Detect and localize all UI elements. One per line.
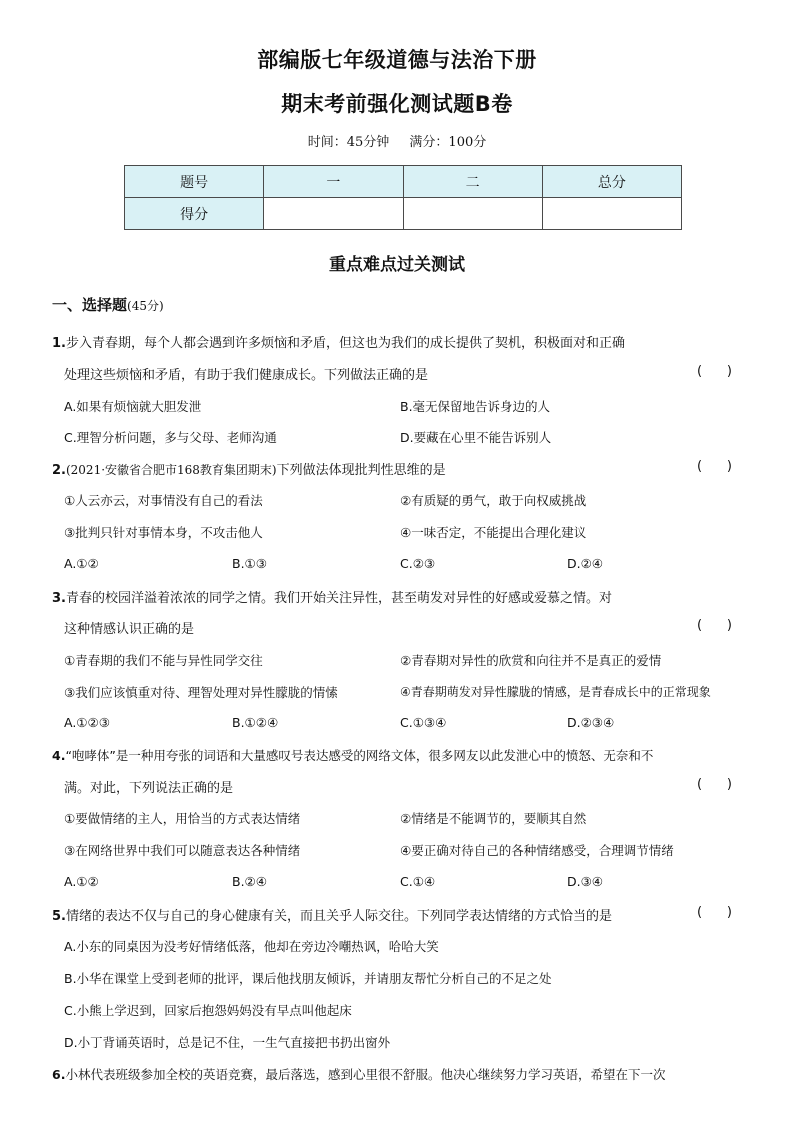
question-5-line-1 bbox=[52, 905, 612, 924]
question-text: “咆哮体”是一种用夸张的词语和大量感叹号表达感受的网络文体，很多网友以此发泄心中的愤怒、无奈和不 bbox=[65, 748, 654, 763]
question-1-option-b[interactable]: B.毫无保留地告诉身边的人 bbox=[400, 399, 551, 414]
question-1-option-d[interactable]: D.要藏在心里不能告诉别人 bbox=[400, 430, 552, 445]
question-2-option-d[interactable]: D.②④ bbox=[567, 556, 604, 571]
question-4-line-2: 满。对此，下列说法正确的是 bbox=[64, 781, 234, 796]
answer-paren-3[interactable]: ( ) bbox=[697, 618, 732, 633]
exam-meta bbox=[0, 131, 794, 150]
score-header-cell: 题号 bbox=[125, 166, 264, 198]
time-label: 时间：45分钟 bbox=[307, 135, 390, 150]
question-5-option-c[interactable]: C.小熊上学迟到，回家后抱怨妈妈没有早点叫他起床 bbox=[64, 1003, 352, 1018]
question-3-statement: ④青春期萌发对异性朦胧的情感，是青春成长中的正常现象 bbox=[400, 685, 711, 699]
question-5-option-a[interactable]: A.小东的同桌因为没考好情绪低落，他却在旁边冷嘲热讽，哈哈大笑 bbox=[64, 939, 439, 954]
question-1-option-a[interactable]: A.如果有烦恼就大胆发泄 bbox=[64, 399, 202, 414]
score-cell-part1[interactable] bbox=[264, 198, 403, 230]
question-5-option-b[interactable]: B.小华在课堂上受到老师的批评，课后他找朋友倾诉，并请朋友帮忙分析自己的不足之处 bbox=[64, 971, 552, 986]
question-number: 1. bbox=[52, 336, 66, 351]
answer-paren-2[interactable]: ( ) bbox=[697, 459, 732, 474]
question-4-statement: ②情绪是不能调节的，要顺其自然 bbox=[400, 811, 587, 826]
question-2-option-b[interactable]: B.①③ bbox=[232, 556, 267, 571]
question-4-statement: ④要正确对待自己的各种情绪感受，合理调节情绪 bbox=[400, 843, 674, 858]
score-cell-total[interactable] bbox=[542, 198, 681, 230]
question-text: 步入青春期，每个人都会遇到许多烦恼和矛盾，但这也为我们的成长提供了契机，积极面对和正确 bbox=[65, 336, 625, 351]
title-line-2: 期末考前强化测试题B卷 bbox=[281, 92, 513, 116]
question-number: 2. bbox=[52, 463, 66, 478]
question-number: 6. bbox=[52, 1067, 66, 1082]
full-score-label: 满分：100分 bbox=[409, 135, 487, 150]
part1-heading bbox=[52, 294, 164, 315]
question-source: (2021·安徽省合肥市168教育集团期末) bbox=[65, 463, 277, 477]
question-3-option-b[interactable]: B.①②④ bbox=[232, 715, 279, 730]
question-3-statement: ②青春期对异性的欣赏和向往并不是真正的爱情 bbox=[400, 653, 662, 668]
question-3-line-1 bbox=[52, 587, 612, 606]
answer-paren-5[interactable]: ( ) bbox=[697, 905, 732, 920]
part1-score: (45分) bbox=[127, 299, 164, 313]
question-2-statement: ④一味否定，不能提出合理化建议 bbox=[400, 525, 587, 540]
question-1-line-2: 处理这些烦恼和矛盾，有助于我们健康成长。下列做法正确的是 bbox=[64, 368, 429, 383]
question-4-option-d[interactable]: D.③④ bbox=[567, 874, 604, 889]
title-line-1: 部编版七年级道德与法治下册 bbox=[257, 48, 537, 72]
part1-title: 一、选择题 bbox=[52, 296, 128, 314]
question-2-line-1 bbox=[52, 459, 446, 478]
question-3-option-c[interactable]: C.①③④ bbox=[400, 715, 447, 730]
question-2-option-a[interactable]: A.①② bbox=[64, 556, 99, 571]
question-4-statement: ③在网络世界中我们可以随意表达各种情绪 bbox=[64, 843, 301, 858]
question-1-line-1 bbox=[52, 332, 625, 351]
question-2-statement: ②有质疑的勇气，敢于向权威挑战 bbox=[400, 493, 587, 508]
section-title: 重点难点过关测试 bbox=[329, 255, 465, 275]
question-text: 小林代表班级参加全校的英语竞赛，最后落选，感到心里很不舒服。他决心继续努力学习英语，希望在下一次 bbox=[65, 1067, 666, 1082]
answer-paren-4[interactable]: ( ) bbox=[697, 777, 732, 792]
question-text: 下列做法体现批判性思维的是 bbox=[276, 463, 446, 478]
question-4-option-b[interactable]: B.②④ bbox=[232, 874, 267, 889]
question-4-option-c[interactable]: C.①④ bbox=[400, 874, 436, 889]
score-table bbox=[124, 165, 682, 230]
question-4-option-a[interactable]: A.①② bbox=[64, 874, 99, 889]
score-table-header-row bbox=[125, 166, 682, 198]
score-header-cell: 总分 bbox=[542, 166, 681, 198]
score-header-cell: 二 bbox=[403, 166, 542, 198]
answer-paren-1[interactable]: ( ) bbox=[697, 364, 732, 379]
question-4-statement: ①要做情绪的主人，用恰当的方式表达情绪 bbox=[64, 811, 301, 826]
question-2-statement: ①人云亦云，对事情没有自己的看法 bbox=[64, 493, 263, 508]
question-3-option-a[interactable]: A.①②③ bbox=[64, 715, 110, 730]
question-number: 5. bbox=[52, 909, 66, 924]
question-3-line-2: 这种情感认识正确的是 bbox=[64, 622, 195, 637]
question-text: 情绪的表达不仅与自己的身心健康有关，而且关乎人际交往。下列同学表达情绪的方式恰当的是 bbox=[65, 909, 612, 924]
score-table-score-row bbox=[125, 198, 682, 230]
question-3-statement: ①青春期的我们不能与异性同学交往 bbox=[64, 653, 263, 668]
question-number: 3. bbox=[52, 591, 66, 606]
question-text: 青春的校园洋溢着浓浓的同学之情。我们开始关注异性，甚至萌发对异性的好感或爱慕之情。对 bbox=[65, 591, 612, 606]
question-1-option-c[interactable]: C.理智分析问题，多与父母、老师沟通 bbox=[64, 430, 277, 445]
question-6-line-1 bbox=[52, 1065, 665, 1083]
score-cell-part2[interactable] bbox=[403, 198, 542, 230]
question-2-statement: ③批判只针对事情本身，不攻击他人 bbox=[64, 525, 263, 540]
question-3-option-d[interactable]: D.②③④ bbox=[567, 715, 615, 730]
question-5-option-d[interactable]: D.小丁背诵英语时，总是记不住，一生气直接把书扔出窗外 bbox=[64, 1035, 391, 1050]
question-3-statement: ③我们应该慎重对待、理智处理对异性朦胧的情愫 bbox=[64, 685, 338, 700]
question-number: 4. bbox=[52, 748, 66, 763]
score-row-label: 得分 bbox=[125, 198, 264, 230]
question-4-line-1 bbox=[52, 746, 653, 764]
question-2-option-c[interactable]: C.②③ bbox=[400, 556, 436, 571]
score-header-cell: 一 bbox=[264, 166, 403, 198]
